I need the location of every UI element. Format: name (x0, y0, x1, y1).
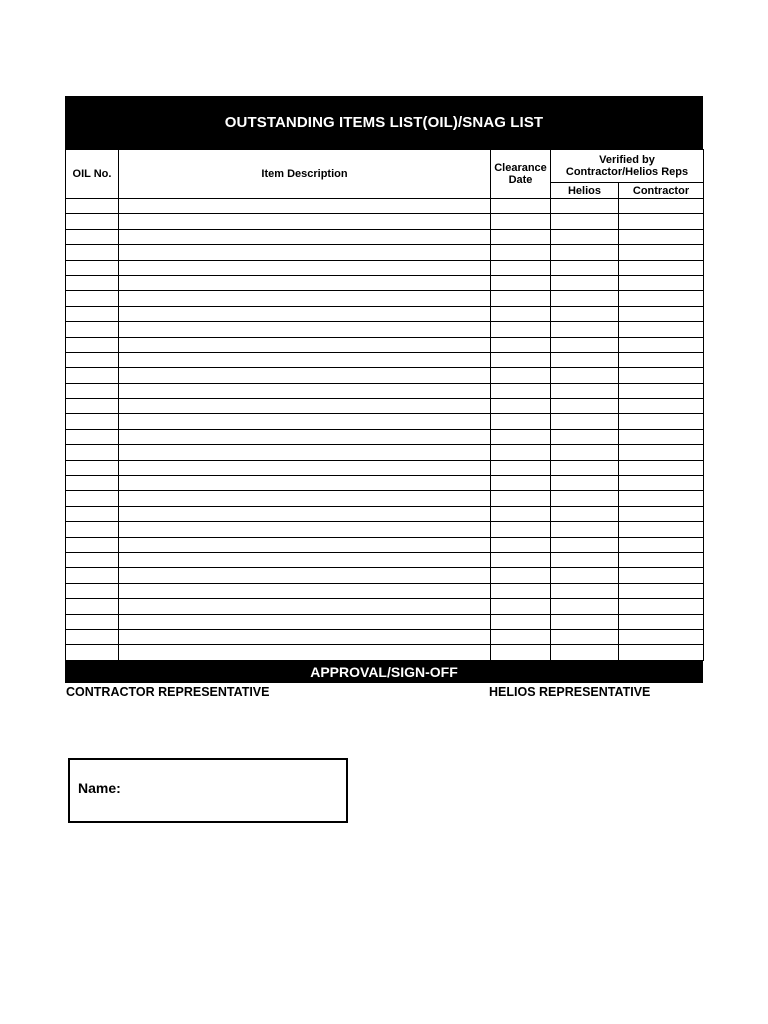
table-row (66, 245, 704, 260)
cell-clearance-date[interactable] (491, 460, 551, 475)
cell-item-description[interactable] (119, 506, 491, 521)
cell-clearance-date[interactable] (491, 599, 551, 614)
cell-item-description[interactable] (119, 568, 491, 583)
cell-item-description[interactable] (119, 306, 491, 321)
cell-clearance-date[interactable] (491, 645, 551, 660)
table-row (66, 599, 704, 614)
cell-contractor[interactable] (619, 275, 704, 290)
cell-item-description[interactable] (119, 476, 491, 491)
contractor-representative-label: CONTRACTOR REPRESENTATIVE (66, 684, 270, 699)
cell-contractor[interactable] (619, 383, 704, 398)
oil-table (65, 149, 704, 661)
table-row (66, 199, 704, 214)
table-row (66, 506, 704, 521)
cell-contractor[interactable] (619, 476, 704, 491)
table-row (66, 429, 704, 444)
cell-item-description[interactable] (119, 629, 491, 644)
cell-oil-no[interactable] (66, 306, 119, 321)
cell-contractor[interactable] (619, 245, 704, 260)
cell-contractor[interactable] (619, 522, 704, 537)
form-title: OUTSTANDING ITEMS LIST(OIL)/SNAG LIST (65, 96, 703, 149)
cell-item-description[interactable] (119, 245, 491, 260)
cell-item-description[interactable] (119, 383, 491, 398)
cell-oil-no[interactable] (66, 275, 119, 290)
cell-contractor[interactable] (619, 491, 704, 506)
cell-helios[interactable] (551, 583, 619, 598)
helios-representative-label: HELIOS REPRESENTATIVE (489, 684, 651, 699)
cell-contractor[interactable] (619, 445, 704, 460)
cell-clearance-date[interactable] (491, 491, 551, 506)
cell-item-description[interactable] (119, 291, 491, 306)
cell-item-description[interactable] (119, 399, 491, 414)
cell-helios[interactable] (551, 306, 619, 321)
cell-contractor[interactable] (619, 537, 704, 552)
table-row (66, 383, 704, 398)
cell-clearance-date[interactable] (491, 476, 551, 491)
cell-oil-no[interactable] (66, 445, 119, 460)
table-row (66, 445, 704, 460)
cell-clearance-date[interactable] (491, 429, 551, 444)
cell-contractor[interactable] (619, 414, 704, 429)
col-header-oil-no: OIL No. (66, 150, 119, 199)
table-row (66, 537, 704, 552)
clearance-label-line1: Clearance (494, 162, 547, 174)
cell-clearance-date[interactable] (491, 306, 551, 321)
cell-clearance-date[interactable] (491, 245, 551, 260)
cell-helios[interactable] (551, 460, 619, 475)
table-row (66, 306, 704, 321)
cell-oil-no[interactable] (66, 476, 119, 491)
cell-helios[interactable] (551, 445, 619, 460)
table-row (66, 568, 704, 583)
cell-oil-no[interactable] (66, 352, 119, 367)
cell-item-description[interactable] (119, 322, 491, 337)
cell-contractor[interactable] (619, 199, 704, 214)
cell-helios[interactable] (551, 429, 619, 444)
col-header-item-description: Item Description (119, 150, 491, 199)
table-row (66, 645, 704, 660)
cell-helios[interactable] (551, 568, 619, 583)
col-header-helios: Helios (551, 183, 619, 199)
cell-clearance-date[interactable] (491, 537, 551, 552)
representatives-row (65, 683, 703, 703)
cell-helios[interactable] (551, 214, 619, 229)
cell-clearance-date[interactable] (491, 445, 551, 460)
cell-item-description[interactable] (119, 491, 491, 506)
table-row (66, 352, 704, 367)
cell-oil-no[interactable] (66, 399, 119, 414)
table-row (66, 291, 704, 306)
cell-item-description[interactable] (119, 275, 491, 290)
cell-helios[interactable] (551, 245, 619, 260)
cell-helios[interactable] (551, 229, 619, 244)
cell-item-description[interactable] (119, 445, 491, 460)
cell-oil-no[interactable] (66, 568, 119, 583)
cell-helios[interactable] (551, 291, 619, 306)
cell-clearance-date[interactable] (491, 352, 551, 367)
cell-helios[interactable] (551, 522, 619, 537)
cell-helios[interactable] (551, 383, 619, 398)
name-label: Name: (78, 780, 121, 796)
cell-contractor[interactable] (619, 645, 704, 660)
cell-clearance-date[interactable] (491, 614, 551, 629)
cell-contractor[interactable] (619, 214, 704, 229)
cell-contractor[interactable] (619, 306, 704, 321)
cell-item-description[interactable] (119, 368, 491, 383)
cell-helios[interactable] (551, 199, 619, 214)
cell-clearance-date[interactable] (491, 229, 551, 244)
cell-contractor[interactable] (619, 322, 704, 337)
cell-clearance-date[interactable] (491, 583, 551, 598)
cell-helios[interactable] (551, 629, 619, 644)
cell-oil-no[interactable] (66, 291, 119, 306)
cell-oil-no[interactable] (66, 337, 119, 352)
cell-oil-no[interactable] (66, 645, 119, 660)
cell-helios[interactable] (551, 414, 619, 429)
cell-clearance-date[interactable] (491, 368, 551, 383)
cell-clearance-date[interactable] (491, 260, 551, 275)
cell-oil-no[interactable] (66, 414, 119, 429)
cell-contractor[interactable] (619, 568, 704, 583)
cell-oil-no[interactable] (66, 491, 119, 506)
cell-clearance-date[interactable] (491, 291, 551, 306)
table-row (66, 460, 704, 475)
cell-item-description[interactable] (119, 337, 491, 352)
cell-contractor[interactable] (619, 229, 704, 244)
cell-item-description[interactable] (119, 460, 491, 475)
cell-clearance-date[interactable] (491, 399, 551, 414)
cell-oil-no[interactable] (66, 522, 119, 537)
cell-helios[interactable] (551, 476, 619, 491)
cell-contractor[interactable] (619, 399, 704, 414)
cell-clearance-date[interactable] (491, 568, 551, 583)
cell-item-description[interactable] (119, 214, 491, 229)
table-row (66, 629, 704, 644)
cell-clearance-date[interactable] (491, 383, 551, 398)
col-header-verified-by (551, 150, 704, 183)
table-row (66, 414, 704, 429)
table-row (66, 522, 704, 537)
cell-oil-no[interactable] (66, 245, 119, 260)
table-row (66, 491, 704, 506)
cell-clearance-date[interactable] (491, 522, 551, 537)
cell-helios[interactable] (551, 322, 619, 337)
table-row (66, 476, 704, 491)
cell-clearance-date[interactable] (491, 275, 551, 290)
cell-item-description[interactable] (119, 552, 491, 567)
cell-helios[interactable] (551, 506, 619, 521)
cell-item-description[interactable] (119, 537, 491, 552)
table-row (66, 322, 704, 337)
cell-item-description[interactable] (119, 645, 491, 660)
cell-helios[interactable] (551, 399, 619, 414)
cell-clearance-date[interactable] (491, 322, 551, 337)
cell-item-description[interactable] (119, 522, 491, 537)
cell-clearance-date[interactable] (491, 199, 551, 214)
cell-clearance-date[interactable] (491, 337, 551, 352)
cell-helios[interactable] (551, 352, 619, 367)
cell-clearance-date[interactable] (491, 629, 551, 644)
cell-oil-no[interactable] (66, 629, 119, 644)
cell-helios[interactable] (551, 599, 619, 614)
table-row (66, 229, 704, 244)
cell-oil-no[interactable] (66, 368, 119, 383)
cell-oil-no[interactable] (66, 460, 119, 475)
cell-helios[interactable] (551, 537, 619, 552)
cell-clearance-date[interactable] (491, 214, 551, 229)
cell-item-description[interactable] (119, 599, 491, 614)
cell-item-description[interactable] (119, 614, 491, 629)
cell-contractor[interactable] (619, 552, 704, 567)
cell-helios[interactable] (551, 275, 619, 290)
col-header-clearance-date (491, 150, 551, 199)
table-row (66, 399, 704, 414)
table-row (66, 552, 704, 567)
cell-helios[interactable] (551, 552, 619, 567)
table-row (66, 260, 704, 275)
cell-helios[interactable] (551, 368, 619, 383)
cell-contractor[interactable] (619, 583, 704, 598)
cell-contractor[interactable] (619, 260, 704, 275)
table-row (66, 583, 704, 598)
cell-item-description[interactable] (119, 429, 491, 444)
cell-clearance-date[interactable] (491, 506, 551, 521)
cell-oil-no[interactable] (66, 583, 119, 598)
clearance-label-line2: Date (508, 174, 533, 186)
cell-oil-no[interactable] (66, 599, 119, 614)
cell-contractor[interactable] (619, 368, 704, 383)
cell-oil-no[interactable] (66, 614, 119, 629)
col-header-contractor: Contractor (619, 183, 704, 199)
cell-oil-no[interactable] (66, 322, 119, 337)
table-row (66, 614, 704, 629)
cell-oil-no[interactable] (66, 260, 119, 275)
cell-contractor[interactable] (619, 629, 704, 644)
approval-title: APPROVAL/SIGN-OFF (65, 661, 703, 683)
cell-contractor[interactable] (619, 291, 704, 306)
verified-label-line1: Verified by (599, 154, 655, 166)
cell-contractor[interactable] (619, 506, 704, 521)
table-row (66, 214, 704, 229)
cell-helios[interactable] (551, 260, 619, 275)
cell-contractor[interactable] (619, 460, 704, 475)
cell-item-description[interactable] (119, 352, 491, 367)
cell-clearance-date[interactable] (491, 414, 551, 429)
oil-table-body (66, 199, 704, 661)
table-row (66, 368, 704, 383)
cell-oil-no[interactable] (66, 383, 119, 398)
cell-contractor[interactable] (619, 352, 704, 367)
name-field-box[interactable] (68, 758, 348, 823)
table-row (66, 337, 704, 352)
cell-item-description[interactable] (119, 583, 491, 598)
cell-oil-no[interactable] (66, 199, 119, 214)
cell-contractor[interactable] (619, 429, 704, 444)
cell-helios[interactable] (551, 614, 619, 629)
cell-helios[interactable] (551, 491, 619, 506)
cell-oil-no[interactable] (66, 506, 119, 521)
cell-item-description[interactable] (119, 260, 491, 275)
cell-contractor[interactable] (619, 614, 704, 629)
cell-oil-no[interactable] (66, 229, 119, 244)
cell-contractor[interactable] (619, 337, 704, 352)
cell-oil-no[interactable] (66, 552, 119, 567)
cell-helios[interactable] (551, 645, 619, 660)
table-row (66, 275, 704, 290)
cell-oil-no[interactable] (66, 214, 119, 229)
cell-clearance-date[interactable] (491, 552, 551, 567)
oil-snag-form (65, 96, 703, 703)
cell-contractor[interactable] (619, 599, 704, 614)
cell-helios[interactable] (551, 337, 619, 352)
cell-oil-no[interactable] (66, 429, 119, 444)
cell-item-description[interactable] (119, 229, 491, 244)
verified-label-line2: Contractor/Helios Reps (565, 166, 689, 178)
cell-item-description[interactable] (119, 414, 491, 429)
cell-oil-no[interactable] (66, 537, 119, 552)
cell-item-description[interactable] (119, 199, 491, 214)
